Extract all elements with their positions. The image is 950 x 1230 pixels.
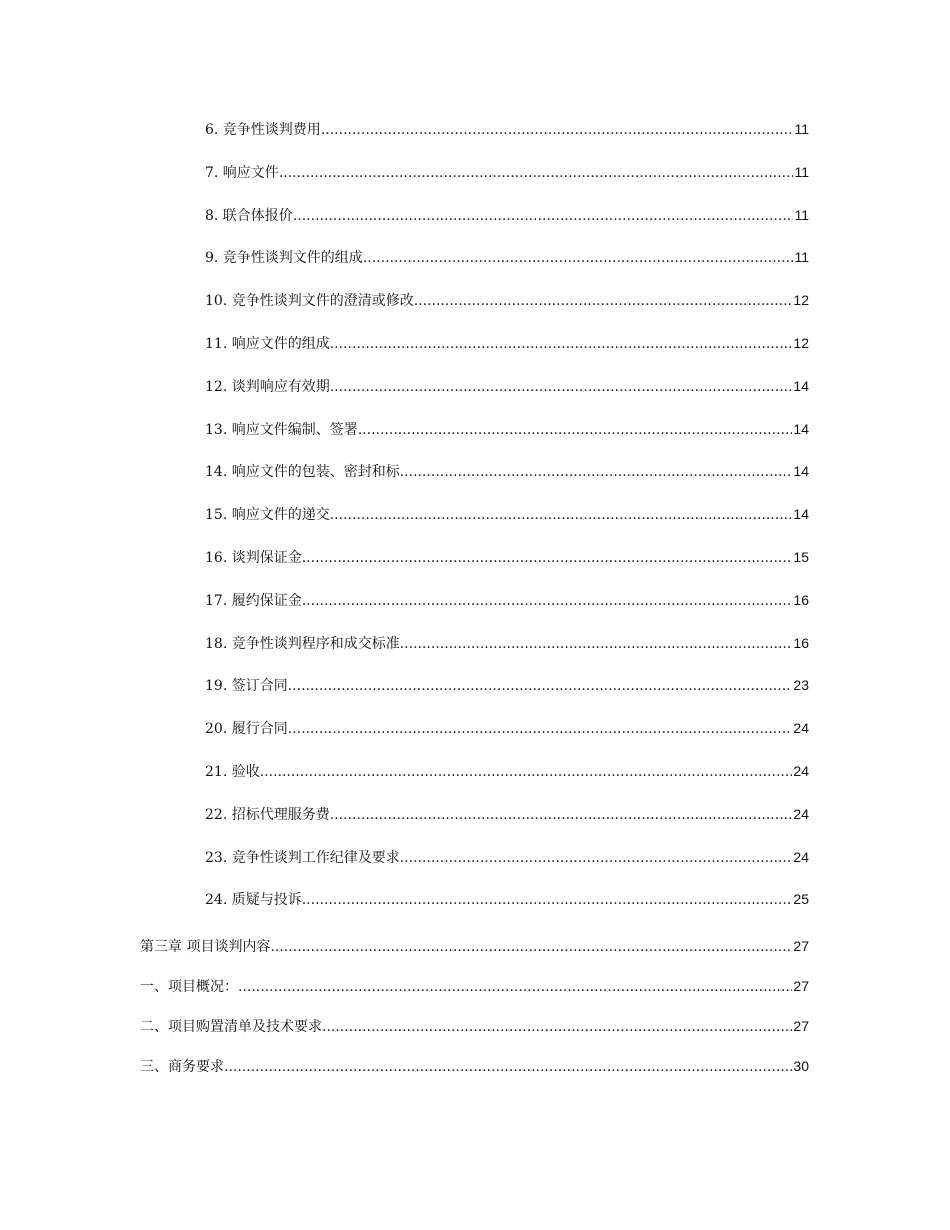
toc-entry-title: 14. 响应文件的包装、密封和标: [205, 464, 400, 481]
toc-page-number: 12: [793, 334, 809, 351]
toc-dot-leader: [363, 248, 794, 268]
toc-entry-title: 13. 响应文件编制、签署: [205, 421, 358, 438]
toc-page-number: 27: [793, 938, 809, 955]
toc-dot-leader: [330, 377, 793, 397]
toc-entry[interactable]: [205, 461, 809, 504]
toc-dot-leader: [279, 163, 794, 183]
toc-page-number: 11: [794, 249, 809, 266]
toc-page-number: 24: [793, 762, 809, 779]
toc-entry[interactable]: [205, 718, 809, 761]
toc-entry-title: 17. 履约保证金: [205, 592, 302, 609]
toc-page-number: 24: [793, 720, 809, 737]
toc-entry[interactable]: [205, 804, 809, 847]
toc-page-number: 23: [793, 677, 809, 694]
toc-page-number: 11: [794, 121, 809, 137]
toc-entry-title: 12. 谈判响应有效期: [205, 378, 330, 395]
toc-dot-leader: [288, 719, 793, 739]
toc-entry[interactable]: [205, 847, 809, 890]
toc-chapter-title: 第三章 项目谈判内容: [140, 939, 271, 956]
toc-entry-title: 10. 竞争性谈判文件的澄清或修改: [205, 293, 414, 310]
toc-section-title: 一、项目概况：: [140, 979, 238, 996]
toc-page-number: 11: [794, 163, 809, 180]
toc-dot-leader: [270, 937, 792, 957]
toc-page-number: 14: [793, 506, 809, 523]
toc-page-number: 16: [793, 634, 809, 651]
toc-entry-title: 9. 竞争性谈判文件的组成: [205, 250, 363, 267]
toc-entry-title: 15. 响应文件的递交: [205, 507, 330, 524]
toc-dot-leader: [400, 848, 793, 868]
toc-entry-title: 6. 竞争性谈判费用: [205, 122, 321, 138]
toc-dot-leader: [330, 505, 793, 525]
toc-page-number: 11: [794, 206, 809, 223]
toc-entry[interactable]: [205, 633, 809, 676]
toc-page-number: 15: [793, 548, 809, 565]
toc-page-number: 27: [793, 978, 809, 995]
toc-dot-leader: [400, 634, 793, 654]
toc-entry[interactable]: [205, 162, 809, 205]
toc-entry[interactable]: [205, 504, 809, 547]
toc-entry-title: 7. 响应文件: [205, 164, 279, 181]
toc-page-number: 24: [793, 848, 809, 865]
toc-entry[interactable]: [205, 376, 809, 419]
toc-dot-leader: [302, 548, 793, 568]
toc-section-entry[interactable]: [140, 1056, 809, 1096]
toc-dot-leader: [321, 120, 794, 140]
toc-entry[interactable]: [205, 761, 809, 804]
toc-page-number: 14: [793, 377, 809, 394]
toc-dot-leader: [358, 420, 793, 440]
toc-page-number: 25: [793, 891, 809, 908]
toc-chapter-entry[interactable]: [140, 936, 809, 976]
toc-entry-title: 24. 质疑与投诉: [205, 892, 302, 909]
toc-entry-title: 11. 响应文件的组成: [205, 335, 330, 352]
toc-dot-leader: [414, 291, 793, 311]
toc-entry-title: 21. 验收: [205, 763, 260, 780]
toc-page-number: 12: [793, 292, 809, 309]
toc-entry-title: 23. 竞争性谈判工作纪律及要求: [205, 849, 400, 866]
toc-entry[interactable]: [205, 119, 809, 162]
toc-entry-title: 8. 联合体报价: [205, 207, 293, 224]
toc-entry[interactable]: [205, 290, 809, 333]
toc-section-title: 三、商务要求: [140, 1059, 224, 1076]
toc-entry[interactable]: [205, 333, 809, 376]
toc-entry-title: 22. 招标代理服务费: [205, 806, 330, 823]
toc-page-number: 16: [793, 591, 809, 608]
toc-page-number: 14: [793, 463, 809, 480]
toc-page-number: 30: [793, 1058, 809, 1075]
toc-dot-leader: [330, 334, 793, 354]
toc-dot-leader: [302, 890, 793, 910]
toc-dot-leader: [260, 762, 793, 782]
toc-page-number: 27: [793, 1018, 809, 1035]
toc-dot-leader: [288, 676, 793, 696]
toc-dot-leader: [293, 206, 794, 226]
toc-dot-leader: [322, 1017, 792, 1037]
toc-entry[interactable]: [205, 419, 809, 462]
toc-section-entry[interactable]: [140, 1016, 809, 1056]
toc-entry-title: 18. 竞争性谈判程序和成交标准: [205, 635, 400, 652]
toc-dot-leader: [238, 977, 792, 997]
toc-dot-leader: [330, 805, 793, 825]
toc-entry-title: 19. 签订合同: [205, 678, 288, 695]
toc-dot-leader: [302, 591, 793, 611]
toc-entry[interactable]: [205, 205, 809, 248]
toc-dot-leader: [400, 462, 793, 482]
toc-dot-leader: [224, 1057, 792, 1077]
toc-entry[interactable]: [205, 590, 809, 633]
toc-entry[interactable]: [205, 547, 809, 590]
toc-section-entry[interactable]: [140, 976, 809, 1016]
toc-entry[interactable]: [205, 247, 809, 290]
table-of-contents: [0, 119, 950, 1096]
toc-page-number: 14: [793, 420, 809, 437]
toc-section-title: 二、项目购置清单及技术要求: [140, 1019, 322, 1036]
toc-entry-title: 16. 谈判保证金: [205, 549, 302, 566]
toc-entry[interactable]: [205, 889, 809, 932]
toc-entry[interactable]: [205, 675, 809, 718]
toc-entry-title: 20. 履行合同: [205, 721, 288, 738]
toc-page-number: 24: [793, 805, 809, 822]
